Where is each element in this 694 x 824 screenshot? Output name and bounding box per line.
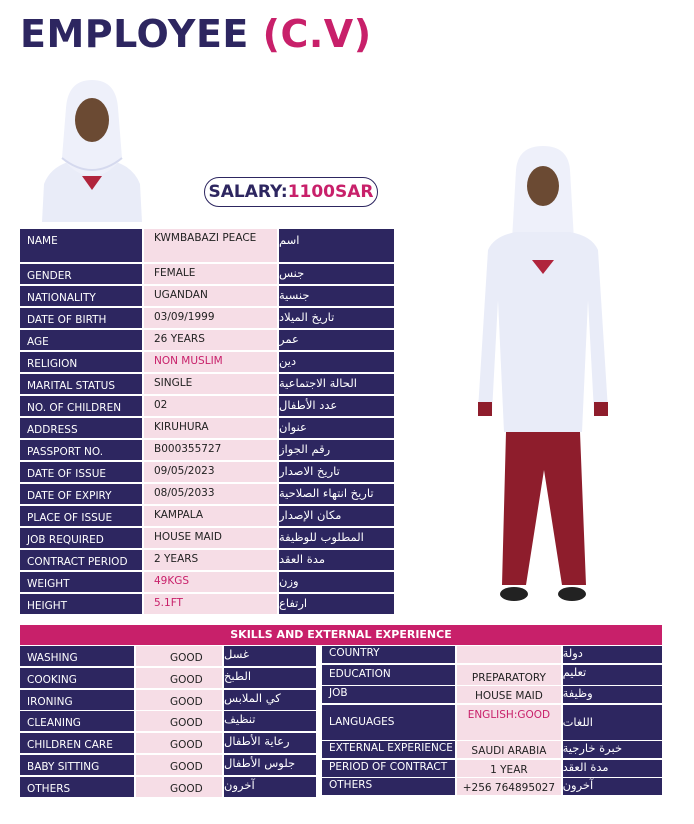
field-value: KAMPALA [144,506,277,527]
field-label: PASSPORT NO. [20,440,142,461]
experience-label-arabic: آخرون [563,778,662,795]
field-value: 5.1FT [144,594,277,615]
field-label-arabic: الحالة الاجتماعية [279,374,394,395]
field-value: 08/05/2033 [144,484,277,505]
field-label: ADDRESS [20,418,142,439]
table-row [20,229,396,262]
table-row [20,352,396,373]
field-label: MARITAL STATUS [20,374,142,395]
field-label-arabic: تاريخ الميلاد [279,308,394,329]
skill-value: GOOD [136,711,222,731]
field-label-arabic: مدة العقد [279,550,394,571]
field-label: NAME [20,229,142,262]
field-label-arabic: تاريخ الاصدار [279,462,394,483]
table-row [20,440,396,461]
full-body-photo [470,140,616,610]
field-value: KIRUHURA [144,418,277,439]
experience-value: +256 764895027 [457,778,560,795]
field-label: DATE OF EXPIRY [20,484,142,505]
field-label: JOB REQUIRED [20,528,142,549]
skill-label: BABY SITTING [20,755,134,775]
skill-label-arabic: تنظيف [224,711,316,731]
table-row [20,308,396,329]
title-cv: (C.V) [262,12,372,56]
experience-value: SAUDI ARABIA [457,741,560,758]
field-label-arabic: جنس [279,264,394,285]
skill-label: OTHERS [20,777,134,797]
skill-label: COOKING [20,668,134,688]
experience-label: EXTERNAL EXPERIENCE [322,741,455,758]
experience-value: ENGLISH:GOOD [457,705,560,740]
field-value: 03/09/1999 [144,308,277,329]
portrait-photo [38,78,146,222]
table-row [20,462,396,483]
experience-label: EDUCATION [322,665,455,685]
experience-label: JOB [322,686,455,703]
field-label: PLACE OF ISSUE [20,506,142,527]
experience-label: LANGUAGES [322,705,455,740]
skill-label-arabic: آخرون [224,777,316,797]
field-label: RELIGION [20,352,142,373]
field-value: 49KGS [144,572,277,593]
skill-row [20,690,316,710]
field-label-arabic: جنسية [279,286,394,307]
field-value: HOUSE MAID [144,528,277,549]
experience-table [322,646,662,797]
skill-value: GOOD [136,690,222,710]
experience-row [322,741,662,758]
skill-label: IRONING [20,690,134,710]
experience-row [322,705,662,740]
experience-label: OTHERS [322,778,455,795]
experience-label-arabic: دولة [563,646,662,663]
field-label: HEIGHT [20,594,142,615]
skills-header: SKILLS AND EXTERNAL EXPERIENCE [20,625,662,645]
skill-label-arabic: كي الملابس [224,690,316,710]
field-label-arabic: ارتفاع [279,594,394,615]
field-label: DATE OF BIRTH [20,308,142,329]
table-row [20,484,396,505]
field-value: UGANDAN [144,286,277,307]
experience-value: 1 YEAR [457,760,560,777]
field-value: FEMALE [144,264,277,285]
table-row [20,264,396,285]
skill-label-arabic: غسل [224,646,316,666]
table-row [20,528,396,549]
experience-value [457,646,560,663]
skill-label-arabic: رعاية الأطفال [224,733,316,753]
skill-label: CLEANING [20,711,134,731]
field-label: AGE [20,330,142,351]
page-title [20,12,372,56]
experience-label-arabic: اللغات [563,705,662,740]
skill-label-arabic: جلوس الأطفال [224,755,316,775]
experience-value: PREPARATORY [457,665,560,685]
skill-row [20,668,316,688]
table-row [20,286,396,307]
skill-row [20,755,316,775]
field-label-arabic: دين [279,352,394,373]
table-row [20,550,396,571]
table-row [20,572,396,593]
field-value: 26 YEARS [144,330,277,351]
field-value: 09/05/2023 [144,462,277,483]
experience-label-arabic: تعليم [563,665,662,685]
experience-row [322,760,662,777]
skill-label: CHILDREN CARE [20,733,134,753]
experience-row [322,686,662,703]
field-label: GENDER [20,264,142,285]
skill-label: WASHING [20,646,134,666]
salary-value: 1100SAR [287,182,374,202]
field-value: B000355727 [144,440,277,461]
experience-label: PERIOD OF CONTRACT [322,760,455,777]
salary-badge [204,177,378,207]
field-label: WEIGHT [20,572,142,593]
experience-row [322,778,662,795]
experience-label-arabic: وظيفة [563,686,662,703]
skills-table [20,646,316,799]
table-row [20,330,396,351]
skill-value: GOOD [136,668,222,688]
field-label-arabic: اسم [279,229,394,262]
table-row [20,506,396,527]
field-label-arabic: عنوان [279,418,394,439]
skill-value: GOOD [136,733,222,753]
table-row [20,396,396,417]
skill-value: GOOD [136,777,222,797]
salary-label: SALARY: [208,182,288,202]
field-label: DATE OF ISSUE [20,462,142,483]
field-label: CONTRACT PERIOD [20,550,142,571]
skill-label-arabic: الطبخ [224,668,316,688]
field-value: 2 YEARS [144,550,277,571]
field-label: NATIONALITY [20,286,142,307]
field-label: NO. OF CHILDREN [20,396,142,417]
table-row [20,374,396,395]
skill-value: GOOD [136,755,222,775]
experience-row [322,665,662,685]
title-main: EMPLOYEE [20,12,263,56]
experience-value: HOUSE MAID [457,686,560,703]
experience-label-arabic: خبرة خارجية [563,741,662,758]
skill-row [20,733,316,753]
table-row [20,418,396,439]
employee-details-table [20,229,396,616]
field-label-arabic: وزن [279,572,394,593]
experience-label: COUNTRY [322,646,455,663]
skill-value: GOOD [136,646,222,666]
field-value: NON MUSLIM [144,352,277,373]
table-row [20,594,396,615]
experience-row [322,646,662,663]
skill-row [20,646,316,666]
field-label-arabic: عمر [279,330,394,351]
field-label-arabic: المطلوب للوظيفة [279,528,394,549]
field-value: KWMBABAZI PEACE [144,229,277,262]
experience-label-arabic: مدة العقد [563,760,662,777]
skill-row [20,777,316,797]
field-value: SINGLE [144,374,277,395]
field-value: 02 [144,396,277,417]
field-label-arabic: رقم الجواز [279,440,394,461]
field-label-arabic: عدد الأطفال [279,396,394,417]
skill-row [20,711,316,731]
field-label-arabic: تاريخ انتهاء الصلاحية [279,484,394,505]
field-label-arabic: مكان الإصدار [279,506,394,527]
